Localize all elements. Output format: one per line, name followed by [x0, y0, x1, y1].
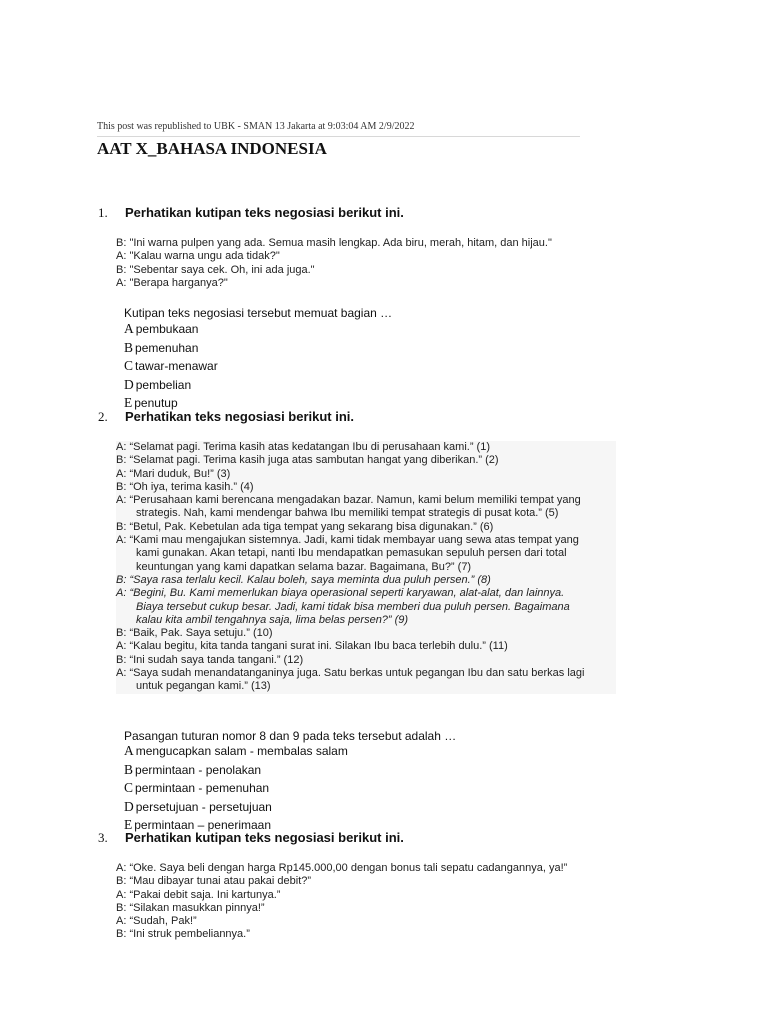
excerpt-line: A: “Saya sudah menandatanganinya juga. Satu berkas untuk pegangan Ibu dan satu berkas lagi	[116, 667, 585, 680]
question-2-excerpt	[116, 441, 616, 694]
option-text: pembelian	[135, 377, 192, 392]
option-d[interactable]	[124, 798, 348, 817]
option-text: permintaan - penolakan	[135, 762, 262, 777]
option-text: permintaan – penerimaan	[134, 818, 272, 833]
question-2-options	[124, 742, 348, 835]
excerpt-line: A: “Mari duduk, Bu!” (3)	[116, 467, 231, 480]
excerpt-line: A: "Kalau warna ungu ada tidak?"	[116, 250, 280, 263]
republish-notice: This post was republished to UBK - SMAN 13 Jakarta at 9:03:04 AM 2/9/2022	[97, 121, 580, 137]
question-1-number: 1.	[98, 205, 108, 220]
excerpt-line: untuk pegangan kami.” (13)	[136, 680, 271, 693]
option-letter: C	[124, 780, 134, 796]
option-c[interactable]	[124, 779, 348, 798]
option-a[interactable]	[124, 320, 218, 339]
excerpt-line: A: “Perusahaan kami berencana mengadakan bazar. Namun, kami belum memiliki tempat yang	[116, 494, 581, 507]
option-b[interactable]	[124, 761, 348, 780]
excerpt-line: B: “Ini struk pembeliannya.”	[116, 928, 250, 941]
excerpt-line: kami gunakan. Akan tetapi, nanti Ibu mendapatkan pemasukan sepuluh persen dari total	[136, 547, 567, 560]
excerpt-line: Biaya tersebut cukup besar. Jadi, kami tidak bisa memberi dua puluh persen. Bagaimana	[136, 600, 570, 613]
excerpt-line: B: "Ini warna pulpen yang ada. Semua masih lengkap. Ada biru, merah, hitam, dan hijau."	[116, 237, 552, 249]
question-2-heading: Perhatikan teks negosiasi berikut ini.	[125, 409, 355, 424]
question-1-prompt: Kutipan teks negosiasi tersebut memuat bagian …	[124, 306, 393, 320]
option-text: persetujuan - persetujuan	[135, 799, 272, 814]
option-text: permintaan - pemenuhan	[135, 781, 270, 796]
option-letter: E	[124, 817, 133, 833]
excerpt-line: B: “Ini sudah saya tanda tangani.” (12)	[116, 653, 304, 666]
excerpt-line: A: “Kami mau mengajukan sistemnya. Jadi, kami tidak membayar uang sewa atas tempat yang	[116, 534, 579, 547]
option-letter: A	[124, 743, 134, 758]
excerpt-line: B: “Betul, Pak. Kebetulan ada tiga tempat yang sekarang bisa digunakan.” (6)	[116, 520, 494, 533]
excerpt-line: B: “Saya rasa terlalu kecil. Kalau boleh, saya meminta dua puluh persen.” (8)	[116, 573, 491, 586]
option-letter: A	[124, 321, 134, 336]
option-letter: B	[124, 761, 134, 777]
excerpt-line: strategis. Nah, kami mendengar bahwa Ibu memiliki tempat strategis di pusat kota.” (5)	[136, 507, 559, 520]
excerpt-line: A: “Kalau begitu, kita tanda tangani surat ini. Silakan Ibu baca terlebih dulu.” (11)	[116, 640, 508, 653]
question-2-prompt: Pasangan tuturan nomor 8 dan 9 pada teks tersebut adalah …	[124, 729, 457, 743]
question-1-options	[124, 320, 218, 413]
option-letter: D	[124, 376, 134, 392]
excerpt-line: B: “Selamat pagi. Terima kasih juga atas sambutan hangat yang diberikan.” (2)	[116, 454, 499, 467]
option-letter: C	[124, 358, 134, 374]
option-text: penutup	[134, 396, 178, 411]
option-d[interactable]	[124, 376, 218, 395]
question-1-heading: Perhatikan kutipan teks negosiasi berikut ini.	[125, 205, 404, 220]
question-3-heading: Perhatikan kutipan teks negosiasi berikut ini.	[125, 830, 404, 845]
option-letter: B	[124, 339, 134, 355]
excerpt-line: A: “Oke. Saya beli dengan harga Rp145.000,00 dengan bonus tali sepatu cadangannya, ya!”	[116, 862, 568, 874]
option-b[interactable]	[124, 339, 218, 358]
option-text: mengucapkan salam - membalas salam	[135, 744, 348, 758]
option-text: tawar-menawar	[135, 359, 218, 374]
question-1-excerpt	[116, 237, 552, 290]
excerpt-line: A: "Berapa harganya?"	[116, 276, 228, 289]
question-3-excerpt	[116, 862, 567, 942]
excerpt-line: A: “Selamat pagi. Terima kasih atas kedatangan Ibu di perusahaan kami.” (1)	[116, 441, 490, 453]
option-a[interactable]	[124, 742, 348, 761]
excerpt-line: kalau kita ambil tengahnya saja, lima belas persen?” (9)	[136, 613, 409, 626]
excerpt-line: B: “Silakan masukkan pinnya!”	[116, 901, 265, 914]
option-text: pembukaan	[135, 322, 199, 336]
excerpt-line: B: “Mau dibayar tunai atau pakai debit?”	[116, 875, 312, 888]
option-text: pemenuhan	[135, 340, 199, 355]
excerpt-line: A: “Pakai debit saja. Ini kartunya.”	[116, 888, 281, 901]
question-2-number: 2.	[98, 409, 108, 424]
option-letter: E	[124, 395, 133, 411]
question-3-number: 3.	[98, 830, 108, 845]
excerpt-line: keuntungan yang kami dapatkan selama bazar. Bagaimana, Bu?” (7)	[136, 560, 472, 573]
option-letter: D	[124, 798, 134, 814]
excerpt-line: A: “Sudah, Pak!”	[116, 915, 197, 928]
excerpt-line: B: “Oh iya, terima kasih.” (4)	[116, 480, 254, 493]
option-c[interactable]	[124, 357, 218, 376]
document-title: AAT X_BAHASA INDONESIA	[97, 139, 327, 158]
excerpt-line: B: "Sebentar saya cek. Oh, ini ada juga."	[116, 263, 315, 276]
excerpt-line: A: “Begini, Bu. Kami memerlukan biaya operasional seperti karyawan, alat-alat, dan lainnya.	[116, 587, 565, 600]
excerpt-line: B: “Baik, Pak. Saya setuju.” (10)	[116, 627, 273, 640]
